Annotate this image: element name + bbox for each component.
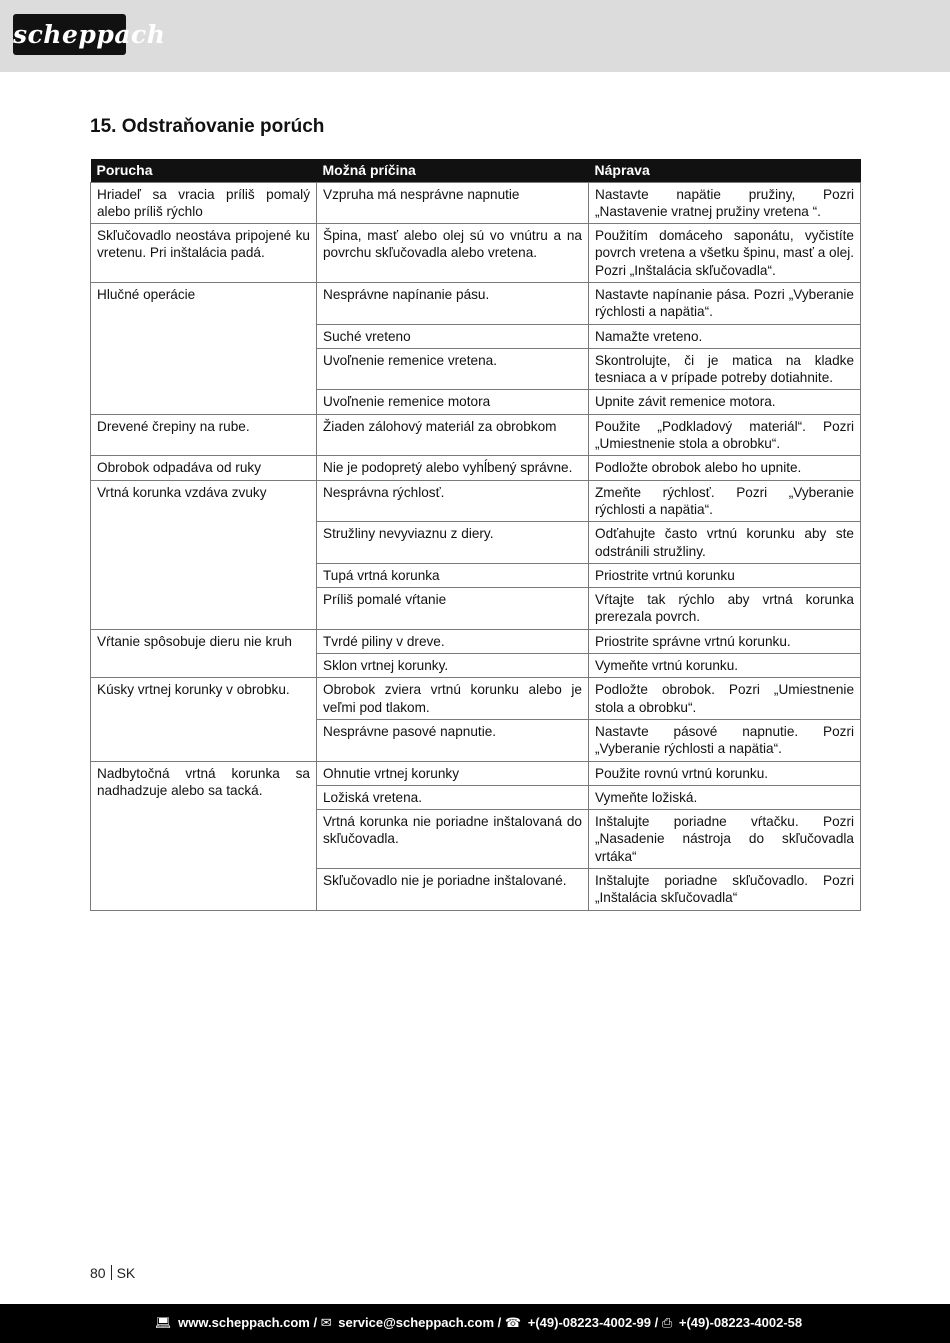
cause-cell: Ohnutie vrtnej korunky: [317, 761, 589, 785]
table-row: [91, 761, 861, 785]
page-number: [90, 1265, 135, 1281]
fault-cell: Skľučovadlo neostáva pripojené ku vretenu. Pri inštalácia padá.: [91, 224, 317, 283]
table-row: [91, 480, 861, 522]
table-row: [91, 629, 861, 653]
phone-icon: ☎︎: [504, 1315, 522, 1330]
remedy-cell: Zmeňte rýchlosť. Pozri „Vyberanie rýchlosti a napätia“.: [589, 480, 861, 522]
cause-cell: Nesprávna rýchlosť.: [317, 480, 589, 522]
footer-fax: +(49)-08223-4002-58: [678, 1315, 803, 1330]
cause-cell: Uvoľnenie remenice motora: [317, 390, 589, 414]
cause-cell: Žiaden zálohový materiál za obrobkom: [317, 414, 589, 456]
table-row: [91, 456, 861, 480]
troubleshooting-table: [90, 159, 861, 911]
remedy-cell: Nastavte napätie pružiny, Pozri „Nastavenie vratnej pružiny vretena “.: [589, 182, 861, 224]
remedy-cell: Nastavte pásové napnutie. Pozri „Vyberanie rýchlosti a napätia“.: [589, 719, 861, 761]
remedy-cell: Vŕtajte tak rýchlo aby vrtná korunka prerezala povrch.: [589, 588, 861, 630]
cause-cell: Skľučovadlo nie je poriadne inštalované.: [317, 869, 589, 911]
remedy-cell: Upnite závit remenice motora.: [589, 390, 861, 414]
fault-cell: Drevené črepiny na rube.: [91, 414, 317, 456]
logo-text: scheppach: [13, 20, 166, 49]
footer-phone: +(49)-08223-4002-99: [527, 1315, 651, 1330]
header-remedy: Náprava: [589, 159, 861, 182]
footer-bar: [0, 1304, 950, 1343]
fault-cell: Obrobok odpadáva od ruky: [91, 456, 317, 480]
cause-cell: Nesprávne pasové napnutie.: [317, 719, 589, 761]
fault-cell: Hlučné operácie: [91, 282, 317, 414]
remedy-cell: Použite rovnú vrtnú korunku.: [589, 761, 861, 785]
remedy-cell: Namažte vreteno.: [589, 324, 861, 348]
table-row: [91, 282, 861, 324]
fault-cell: Nadbytočná vrtná korunka sa nadhadzuje alebo sa tacká.: [91, 761, 317, 910]
section-title: 15. Odstraňovanie porúch: [90, 116, 325, 137]
cause-cell: Nesprávne napínanie pásu.: [317, 282, 589, 324]
remedy-cell: Podložte obrobok alebo ho upnite.: [589, 456, 861, 480]
table-body: [91, 182, 861, 910]
laptop-icon: 💻︎: [155, 1315, 172, 1330]
table-header-row: [91, 159, 861, 182]
cause-cell: Nie je podopretý alebo vyhĺbený správne.: [317, 456, 589, 480]
cause-cell: Obrobok zviera vrtnú korunku alebo je veľmi pod tlakom.: [317, 678, 589, 720]
table-header: [91, 159, 861, 182]
remedy-cell: Podložte obrobok. Pozri „Umiestnenie stola a obrobku“.: [589, 678, 861, 720]
cause-cell: Vrtná korunka nie poriadne inštalovaná do skľučovadla.: [317, 810, 589, 869]
remedy-cell: Použitím domáceho saponátu, vyčistíte povrch vretena a všetku špinu, masť a olej. Pozri „Inštalácia skľučovadla“.: [589, 224, 861, 283]
footer-separator: /: [313, 1315, 318, 1330]
header-cause: Možná príčina: [317, 159, 589, 182]
fault-cell: Hriadeľ sa vracia príliš pomalý alebo príliš rýchlo: [91, 182, 317, 224]
remedy-cell: Inštalujte poriadne vŕtačku. Pozri „Nasadenie nástroja do skľučovadla vrtáka“: [589, 810, 861, 869]
table-row: [91, 224, 861, 283]
remedy-cell: Vymeňte vrtnú korunku.: [589, 654, 861, 678]
fault-cell: Vrtná korunka vzdáva zvuky: [91, 480, 317, 629]
cause-cell: Príliš pomalé vŕtanie: [317, 588, 589, 630]
remedy-cell: Odťahujte často vrtnú korunku aby ste odstránili stružliny.: [589, 522, 861, 564]
remedy-cell: Vymeňte ložiská.: [589, 785, 861, 809]
remedy-cell: Nastavte napínanie pása. Pozri „Vyberanie rýchlosti a napätia“.: [589, 282, 861, 324]
cause-cell: Tupá vrtná korunka: [317, 563, 589, 587]
cause-cell: Sklon vrtnej korunky.: [317, 654, 589, 678]
fault-cell: Kúsky vrtnej korunky v obrobku.: [91, 678, 317, 761]
cause-cell: Uvoľnenie remenice vretena.: [317, 348, 589, 390]
table-row: [91, 678, 861, 720]
cause-cell: Suché vreteno: [317, 324, 589, 348]
header-band: [0, 0, 950, 72]
mail-icon: ✉︎: [320, 1315, 332, 1330]
footer-contact-line: [155, 1315, 802, 1331]
cause-cell: Ložiská vretena.: [317, 785, 589, 809]
footer-separator: /: [497, 1315, 502, 1330]
cause-cell: Vzpruha má nesprávne napnutie: [317, 182, 589, 224]
scheppach-logo: [13, 14, 166, 55]
page-number-value: 80: [90, 1265, 106, 1281]
remedy-cell: Priostrite vrtnú korunku: [589, 563, 861, 587]
footer-email[interactable]: service@scheppach.com: [338, 1315, 495, 1330]
footer-website[interactable]: www.scheppach.com: [178, 1315, 310, 1330]
table-row: [91, 414, 861, 456]
header-fault: Porucha: [91, 159, 317, 182]
remedy-cell: Skontrolujte, či je matica na kladke tesniaca a v prípade potreby dotiahnite.: [589, 348, 861, 390]
remedy-cell: Inštalujte poriadne skľučovadlo. Pozri „Inštalácia skľučovadla“: [589, 869, 861, 911]
fax-icon: ⎙: [661, 1315, 673, 1330]
cause-cell: Špina, masť alebo olej sú vo vnútru a na povrchu skľučovadla alebo vretena.: [317, 224, 589, 283]
remedy-cell: Priostrite správne vrtnú korunku.: [589, 629, 861, 653]
fault-cell: Vŕtanie spôsobuje dieru nie kruh: [91, 629, 317, 678]
cause-cell: Tvrdé piliny v dreve.: [317, 629, 589, 653]
remedy-cell: Použite „Podkladový materiál“. Pozri „Umiestnenie stola a obrobku“.: [589, 414, 861, 456]
table-row: [91, 182, 861, 224]
page-separator: [111, 1265, 112, 1280]
page-language: SK: [116, 1265, 136, 1281]
footer-separator: /: [654, 1315, 659, 1330]
cause-cell: Stružliny nevyviaznu z diery.: [317, 522, 589, 564]
